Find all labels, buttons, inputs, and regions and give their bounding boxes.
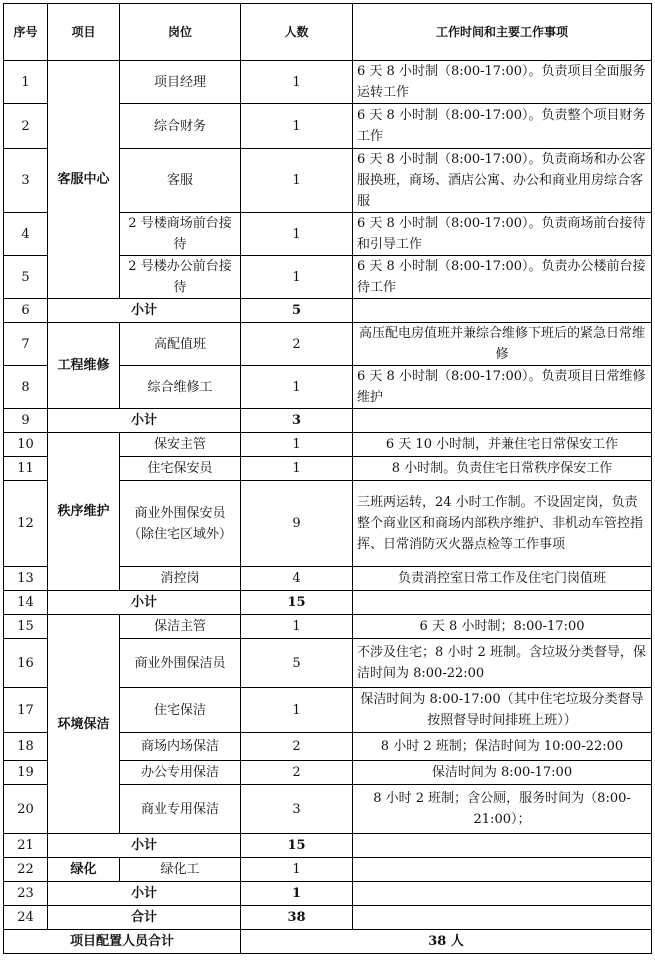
row-position: 保洁主管 [120, 615, 241, 639]
row-seq: 22 [4, 858, 48, 882]
empty-cell [353, 409, 652, 433]
row-seq: 10 [4, 433, 48, 457]
row-duty: 6 天 8 小时制（8:00-17:00）。负责项目全面服务运转工作 [353, 61, 652, 104]
subtotal-count: 15 [241, 591, 353, 615]
row-seq: 23 [4, 882, 48, 906]
header-position: 岗位 [120, 4, 241, 61]
row-position: 2 号楼办公前台接待 [120, 256, 241, 299]
row-duty [353, 858, 652, 882]
row-duty: 6 天 8 小时制（8:00-17:00）。负责商场和办公客服换班，商场、酒店公寓、办公和商业用房综合客服 [353, 149, 652, 213]
row-duty: 保洁时间为 8:00-17:00 [353, 761, 652, 785]
total-label: 合计 [48, 906, 241, 930]
summary-label: 项目配置人员合计 [4, 930, 241, 954]
project-cell: 绿化 [48, 858, 120, 882]
row-seq: 12 [4, 481, 48, 567]
row-seq: 21 [4, 834, 48, 858]
row-position: 商场内场保洁 [120, 733, 241, 761]
row-count: 5 [241, 639, 353, 688]
row-position: 住宅保洁 [120, 688, 241, 733]
empty-cell [353, 299, 652, 323]
summary-row [4, 930, 652, 954]
row-seq: 18 [4, 733, 48, 761]
subtotal-label: 小计 [48, 299, 241, 323]
subtotal-row [4, 882, 652, 906]
row-count: 1 [241, 858, 353, 882]
row-seq: 4 [4, 213, 48, 256]
row-duty: 6 天 8 小时制（8:00-17:00）。负责项目日常维修维护 [353, 366, 652, 409]
row-position: 高配值班 [120, 323, 241, 366]
row-count: 1 [241, 256, 353, 299]
row-seq: 5 [4, 256, 48, 299]
row-seq: 24 [4, 906, 48, 930]
row-position: 商业专用保洁 [120, 785, 241, 834]
row-duty: 6 天 8 小时制（8:00-17:00）。负责商场前台接待和引导工作 [353, 213, 652, 256]
table-row [4, 615, 652, 639]
row-duty: 保洁时间为 8:00-17:00（其中住宅垃圾分类督导按照督导时间排班上班）） [353, 688, 652, 733]
row-count: 2 [241, 761, 353, 785]
project-cell: 客服中心 [48, 61, 120, 299]
row-seq: 3 [4, 149, 48, 213]
row-seq: 15 [4, 615, 48, 639]
row-count: 9 [241, 481, 353, 567]
row-count: 1 [241, 61, 353, 104]
row-position: 综合财务 [120, 104, 241, 149]
header-count: 人数 [241, 4, 353, 61]
empty-cell [353, 906, 652, 930]
row-count: 4 [241, 567, 353, 591]
row-seq: 9 [4, 409, 48, 433]
row-seq: 6 [4, 299, 48, 323]
row-position: 商业外围保洁员 [120, 639, 241, 688]
table-row [4, 323, 652, 366]
empty-cell [353, 591, 652, 615]
row-duty: 负责消控室日常工作及住宅门岗值班 [353, 567, 652, 591]
row-duty: 6 天 8 小时制；8:00-17:00 [353, 615, 652, 639]
row-count: 1 [241, 457, 353, 481]
row-seq: 20 [4, 785, 48, 834]
row-seq: 19 [4, 761, 48, 785]
subtotal-label: 小计 [48, 409, 241, 433]
row-duty: 6 天 8 小时制（8:00-17:00）。负责整个项目财务工作 [353, 104, 652, 149]
row-count: 1 [241, 104, 353, 149]
row-position: 商业外围保安员（除住宅区域外） [120, 481, 241, 567]
row-position: 保安主管 [120, 433, 241, 457]
staffing-table [3, 3, 652, 954]
subtotal-label: 小计 [48, 882, 241, 906]
project-cell: 工程维修 [48, 323, 120, 409]
row-duty: 8 小时制。负责住宅日常秩序保安工作 [353, 457, 652, 481]
table-row [4, 61, 652, 104]
row-seq: 7 [4, 323, 48, 366]
row-seq: 17 [4, 688, 48, 733]
row-count: 2 [241, 733, 353, 761]
table-row [4, 858, 652, 882]
row-count: 1 [241, 149, 353, 213]
row-duty: 8 小时 2 班制；保洁时间为 10:00-22:00 [353, 733, 652, 761]
row-seq: 8 [4, 366, 48, 409]
header-project: 项目 [48, 4, 120, 61]
subtotal-label: 小计 [48, 834, 241, 858]
row-position: 综合维修工 [120, 366, 241, 409]
subtotal-count: 3 [241, 409, 353, 433]
row-seq: 1 [4, 61, 48, 104]
row-count: 1 [241, 688, 353, 733]
header-duty: 工作时间和主要工作事项 [353, 4, 652, 61]
row-position: 办公专用保洁 [120, 761, 241, 785]
table-row [4, 433, 652, 457]
total-count: 38 [241, 906, 353, 930]
row-position: 住宅保安员 [120, 457, 241, 481]
row-position: 项目经理 [120, 61, 241, 104]
row-position: 绿化工 [120, 858, 241, 882]
table-header-row [4, 4, 652, 61]
row-seq: 14 [4, 591, 48, 615]
row-seq: 16 [4, 639, 48, 688]
row-duty: 不涉及住宅；8 小时 2 班制。含垃圾分类督导，保洁时间为 8:00-22:00 [353, 639, 652, 688]
summary-value: 38 人 [241, 930, 652, 954]
row-seq: 11 [4, 457, 48, 481]
subtotal-label: 小计 [48, 591, 241, 615]
empty-cell [353, 834, 652, 858]
project-cell: 秩序维护 [48, 433, 120, 591]
subtotal-row [4, 834, 652, 858]
row-position: 2 号楼商场前台接待 [120, 213, 241, 256]
row-count: 1 [241, 433, 353, 457]
project-cell: 环境保洁 [48, 615, 120, 834]
row-duty: 高压配电房值班并兼综合维修下班后的紧急日常维修 [353, 323, 652, 366]
row-position: 客服 [120, 149, 241, 213]
row-duty: 8 小时 2 班制；含公厕，服务时间为（8:00-21:00）； [353, 785, 652, 834]
row-count: 1 [241, 366, 353, 409]
row-position: 消控岗 [120, 567, 241, 591]
subtotal-row [4, 409, 652, 433]
row-seq: 13 [4, 567, 48, 591]
row-count: 3 [241, 785, 353, 834]
header-seq: 序号 [4, 4, 48, 61]
row-duty: 6 天 10 小时制，并兼住宅日常保安工作 [353, 433, 652, 457]
row-duty: 三班两运转，24 小时工作制。不设固定岗，负责整个商业区和商场内部秩序维护、非机动车管控指挥、日常消防灭火器点检等工作事项 [353, 481, 652, 567]
row-count: 1 [241, 615, 353, 639]
row-seq: 2 [4, 104, 48, 149]
empty-cell [353, 882, 652, 906]
subtotal-count: 15 [241, 834, 353, 858]
subtotal-count: 1 [241, 882, 353, 906]
subtotal-row [4, 591, 652, 615]
row-count: 2 [241, 323, 353, 366]
row-count: 1 [241, 213, 353, 256]
row-duty: 6 天 8 小时制（8:00-17:00）。负责办公楼前台接待工作 [353, 256, 652, 299]
total-row [4, 906, 652, 930]
subtotal-row [4, 299, 652, 323]
subtotal-count: 5 [241, 299, 353, 323]
